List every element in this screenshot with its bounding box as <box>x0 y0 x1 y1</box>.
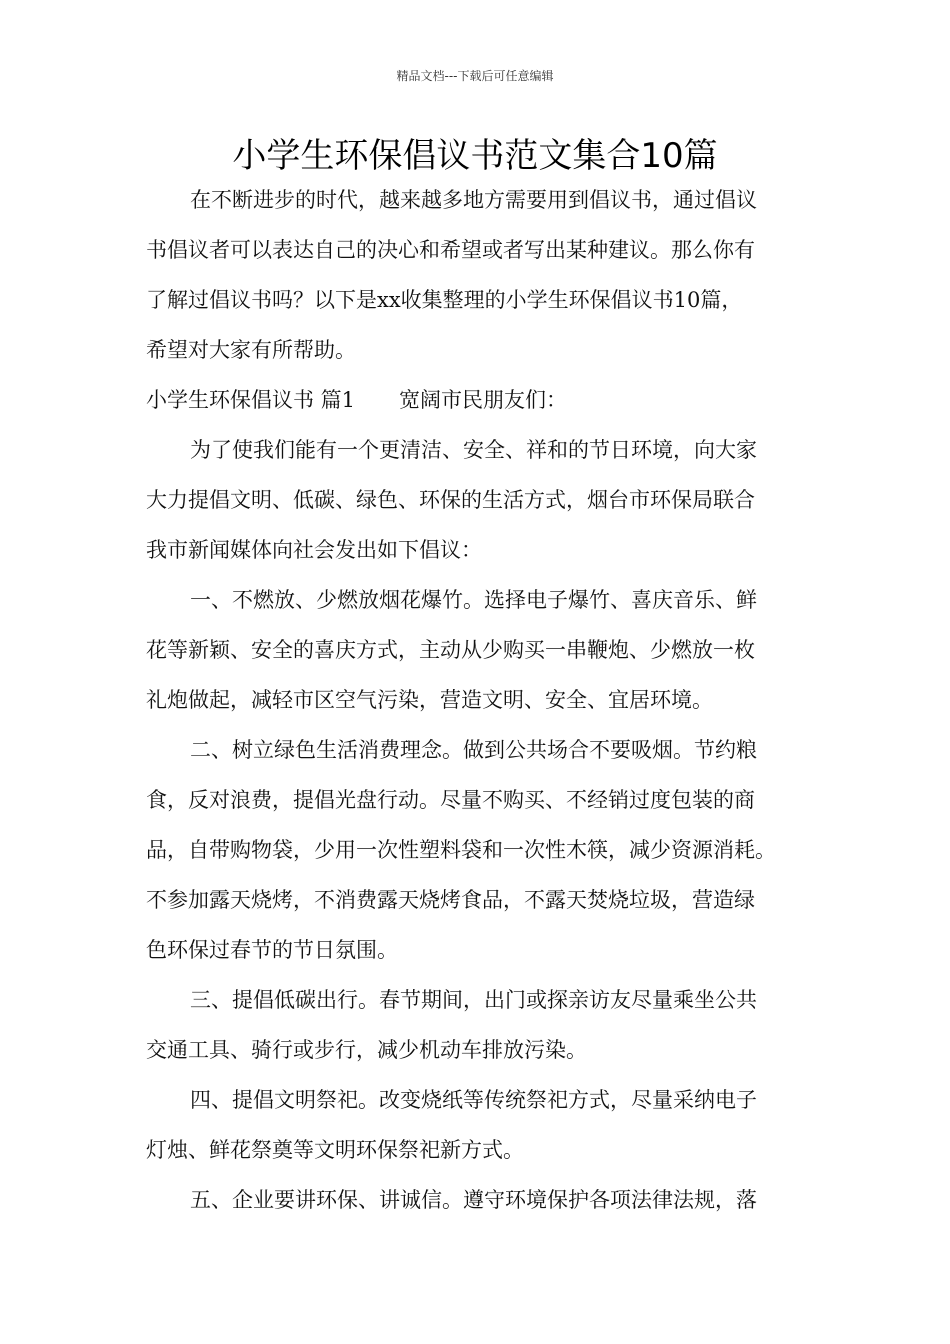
paragraph-line: 了解过倡议书吗？以下是xx收集整理的小学生环保倡议书10篇， <box>146 288 743 312</box>
paragraph-line: 色环保过春节的节日氛围。 <box>146 938 398 962</box>
paragraph-line: 食，反对浪费，提倡光盘行动。尽量不购买、不经销过度包装的商 <box>146 788 755 812</box>
paragraph-line: 我市新闻媒体向社会发出如下倡议： <box>146 538 482 562</box>
paragraph-line: 在不断进步的时代，越来越多地方需要用到倡议书，通过倡议 <box>190 188 757 212</box>
paragraph-line: 品，自带购物袋，少用一次性塑料袋和一次性木筷，减少资源消耗。 <box>146 838 776 862</box>
paragraph-line: 一、不燃放、少燃放烟花爆竹。选择电子爆竹、喜庆音乐、鲜 <box>190 588 757 612</box>
section-heading: 小学生环保倡议书 篇1 <box>146 388 356 412</box>
section-heading-line <box>146 390 567 411</box>
header-note: 精品文档---下载后可任意编辑 <box>396 69 554 83</box>
paragraph-line: 为了使我们能有一个更清洁、安全、祥和的节日环境，向大家 <box>190 438 757 462</box>
paragraph-line: 三、提倡低碳出行。春节期间，出门或探亲访友尽量乘坐公共 <box>190 988 757 1012</box>
salutation: 宽阔市民朋友们： <box>399 388 568 412</box>
paragraph-line: 五、企业要讲环保、讲诚信。遵守环境保护各项法律法规，落 <box>190 1188 757 1212</box>
paragraph-line: 大力提倡文明、低碳、绿色、环保的生活方式，烟台市环保局联合 <box>146 488 755 512</box>
paragraph-line: 交通工具、骑行或步行，减少机动车排放污染。 <box>146 1038 587 1062</box>
document-title: 小学生环保倡议书范文集合10篇 <box>232 136 718 176</box>
paragraph-line: 四、提倡文明祭祀。改变烧纸等传统祭祀方式，尽量采纳电子 <box>190 1088 757 1112</box>
paragraph-line: 礼炮做起，减轻市区空气污染，营造文明、安全、宜居环境。 <box>146 688 713 712</box>
paragraph-line: 花等新颖、安全的喜庆方式，主动从少购买一串鞭炮、少燃放一枚 <box>146 638 755 662</box>
paragraph-line: 二、树立绿色生活消费理念。做到公共场合不要吸烟。节约粮 <box>190 738 757 762</box>
paragraph-line: 希望对大家有所帮助。 <box>146 338 356 362</box>
paragraph-line: 灯烛、鲜花祭奠等文明环保祭祀新方式。 <box>146 1138 524 1162</box>
paragraph-line: 书倡议者可以表达自己的决心和希望或者写出某种建议。那么你有 <box>146 238 755 262</box>
paragraph-line: 不参加露天烧烤，不消费露天烧烤食品，不露天焚烧垃圾，营造绿 <box>146 888 755 912</box>
